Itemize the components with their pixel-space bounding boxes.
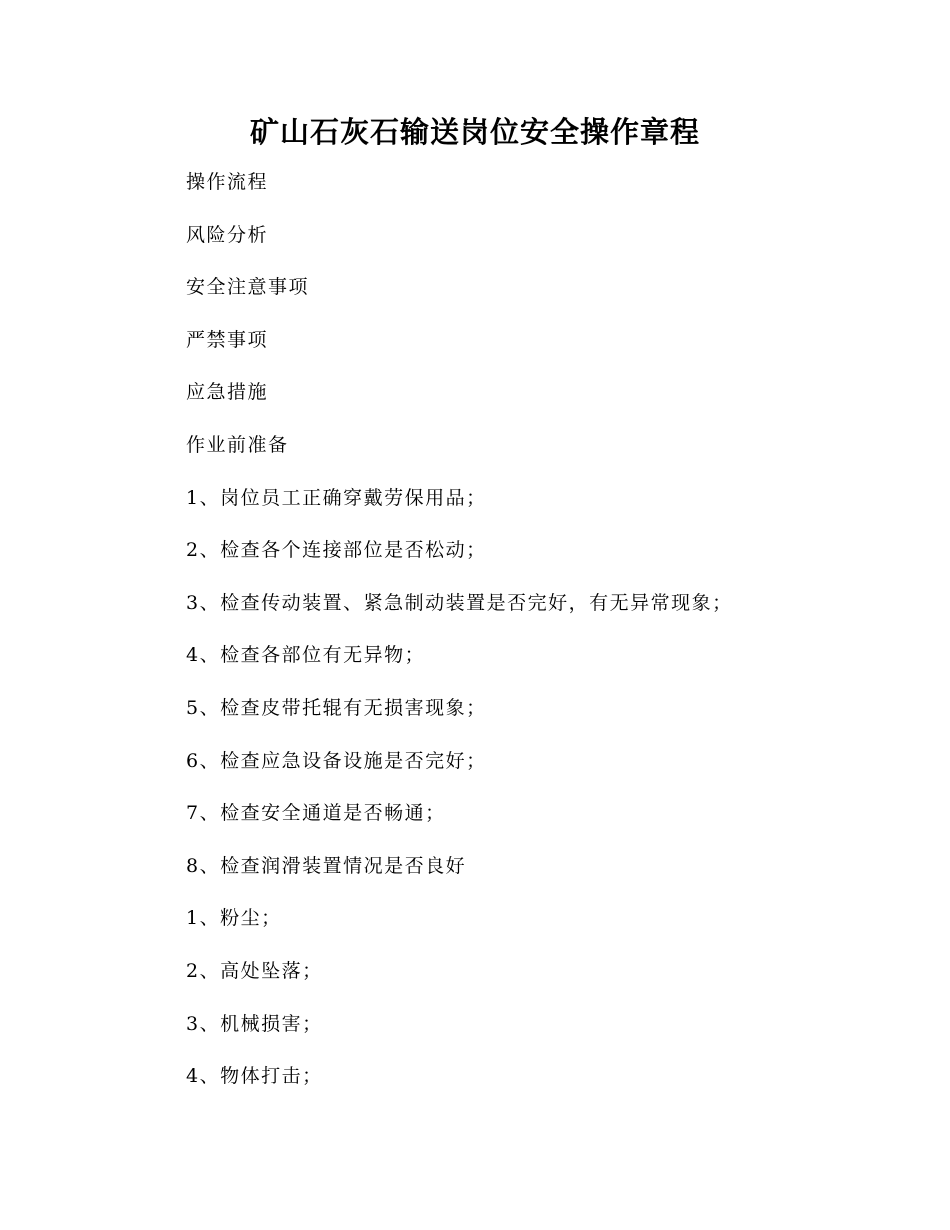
body-line: 严禁事项	[186, 328, 269, 351]
body-line: 2、高处坠落；	[186, 959, 323, 982]
body-line: 2、检查各个连接部位是否松动；	[186, 539, 487, 562]
document-body	[186, 166, 886, 1113]
body-line: 4、物体打击；	[186, 1065, 323, 1088]
body-line: 1、粉尘；	[186, 907, 282, 930]
body-line: 作业前准备	[186, 433, 289, 456]
body-line: 6、检查应急设备设施是否完好；	[186, 749, 487, 772]
body-line: 安全注意事项	[186, 276, 310, 299]
body-line: 应急措施	[186, 381, 269, 404]
body-line: 7、检查安全通道是否畅通；	[186, 802, 446, 825]
body-line: 8、检查润滑装置情况是否良好	[186, 854, 467, 877]
body-line: 操作流程	[186, 171, 269, 193]
body-line: 风险分析	[186, 223, 269, 246]
body-line: 5、检查皮带托辊有无损害现象；	[186, 696, 487, 719]
body-line: 3、检查传动装置、紧急制动装置是否完好，有无异常现象；	[186, 591, 733, 614]
body-line: 4、检查各部位有无异物；	[186, 644, 426, 667]
body-line: 1、岗位员工正确穿戴劳保用品；	[186, 486, 487, 509]
body-line: 3、机械损害；	[186, 1012, 323, 1035]
document-title: 矿山石灰石输送岗位安全操作章程	[249, 115, 700, 149]
